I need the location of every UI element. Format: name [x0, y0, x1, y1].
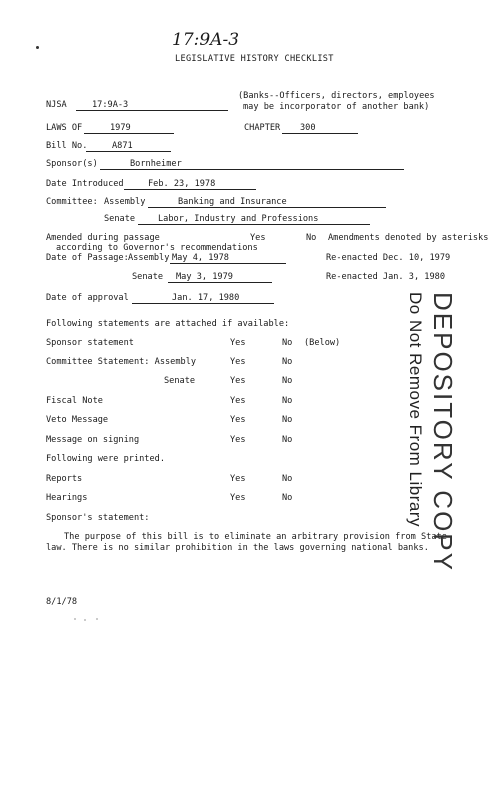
subject-line-2: may be incorporator of another bank)	[243, 102, 430, 112]
row-yes: Yes	[230, 415, 246, 425]
printed-row-no: No	[282, 474, 293, 484]
date-introduced-label: Date Introduced	[46, 179, 124, 189]
row-no: No	[282, 357, 293, 367]
amended-yes: Yes	[250, 233, 266, 243]
committee-label: Committee:	[46, 197, 98, 207]
faint-mark	[74, 618, 76, 620]
amended-label: Amended during passage	[46, 233, 160, 243]
bill-label: Bill No.	[46, 141, 88, 151]
stray-mark	[36, 46, 39, 49]
bill-value: A871	[86, 142, 171, 152]
row-label: Committee Statement: Assembly	[46, 357, 197, 367]
statement-line-1: The purpose of this bill is to eliminate an arbitrary provision from State	[64, 532, 447, 542]
stamp-line-2: Do Not Remove From Library	[406, 292, 425, 528]
printed-row-yes: Yes	[230, 493, 246, 503]
row-label: Fiscal Note	[46, 396, 103, 406]
printed-row-label: Reports	[46, 474, 83, 484]
passage-label: Date of Passage:	[46, 253, 129, 263]
subject-line-1: (Banks--Officers, directors, employees	[238, 91, 435, 101]
assembly-committee: Banking and Insurance	[148, 198, 386, 208]
amendments-no-mark: No	[306, 233, 317, 243]
senate-committee: Labor, Industry and Professions	[138, 215, 370, 225]
row-label: Message on signing	[46, 435, 140, 445]
sponsor-statement-label: Sponsor's statement:	[46, 513, 150, 523]
passage-assembly-value: May 4, 1978	[170, 254, 286, 264]
printed-row-no: No	[282, 493, 293, 503]
row-no: No	[282, 396, 293, 406]
faint-mark	[96, 618, 98, 620]
amendments-note: Amendments denoted by asterisks	[328, 233, 489, 243]
row-no: No	[282, 415, 293, 425]
printed-row-label: Hearings	[46, 493, 88, 503]
assembly-label: Assembly	[104, 197, 146, 207]
row-label: Veto Message	[46, 415, 109, 425]
row-no: No	[282, 435, 293, 445]
row-yes: Yes	[230, 435, 246, 445]
footer-code: 8/1/78	[46, 597, 78, 607]
page-title: LEGISLATIVE HISTORY CHECKLIST	[175, 54, 334, 64]
faint-mark	[84, 619, 86, 621]
reenacted-1: Re-enacted Dec. 10, 1979	[326, 253, 451, 263]
njsa-label: NJSA	[46, 100, 67, 110]
row-extra: (Below)	[304, 338, 341, 348]
row-no: No	[282, 376, 293, 386]
printed-row-yes: Yes	[230, 474, 246, 484]
reenacted-2: Re-enacted Jan. 3, 1980	[326, 272, 445, 282]
chapter-label: CHAPTER	[244, 123, 281, 133]
row-yes: Yes	[230, 338, 246, 348]
printed-heading: Following were printed.	[46, 454, 165, 464]
stamp-line-1: DEPOSITORY COPY	[428, 292, 458, 572]
row-label: Sponsor statement	[46, 338, 134, 348]
row-yes: Yes	[230, 396, 246, 406]
passage-assembly-label: Assembly	[128, 253, 170, 263]
attached-heading: Following statements are attached if available:	[46, 319, 290, 329]
senate-label: Senate	[104, 214, 136, 224]
row-label: Senate	[164, 376, 196, 386]
approval-value: Jan. 17, 1980	[132, 294, 274, 304]
governor-line: according to Governor's recommendations	[56, 243, 258, 253]
laws-of-label: LAWS OF	[46, 123, 83, 133]
passage-senate-value: May 3, 1979	[168, 273, 272, 283]
approval-label: Date of approval	[46, 293, 129, 303]
row-yes: Yes	[230, 357, 246, 367]
handwritten-statute-number: 17:9A-3	[172, 30, 240, 50]
laws-of-value: 1979	[84, 124, 174, 134]
njsa-value: 17:9A-3	[76, 101, 228, 111]
depository-copy-stamp	[405, 292, 458, 572]
statement-line-2: law. There is no similar prohibition in the laws governing national banks.	[46, 543, 429, 553]
passage-senate-label: Senate	[132, 272, 164, 282]
row-no: No	[282, 338, 293, 348]
sponsor-value: Bornheimer	[100, 160, 404, 170]
row-yes: Yes	[230, 376, 246, 386]
chapter-value: 300	[282, 124, 358, 134]
date-introduced-value: Feb. 23, 1978	[124, 180, 256, 190]
sponsor-label: Sponsor(s)	[46, 159, 98, 169]
